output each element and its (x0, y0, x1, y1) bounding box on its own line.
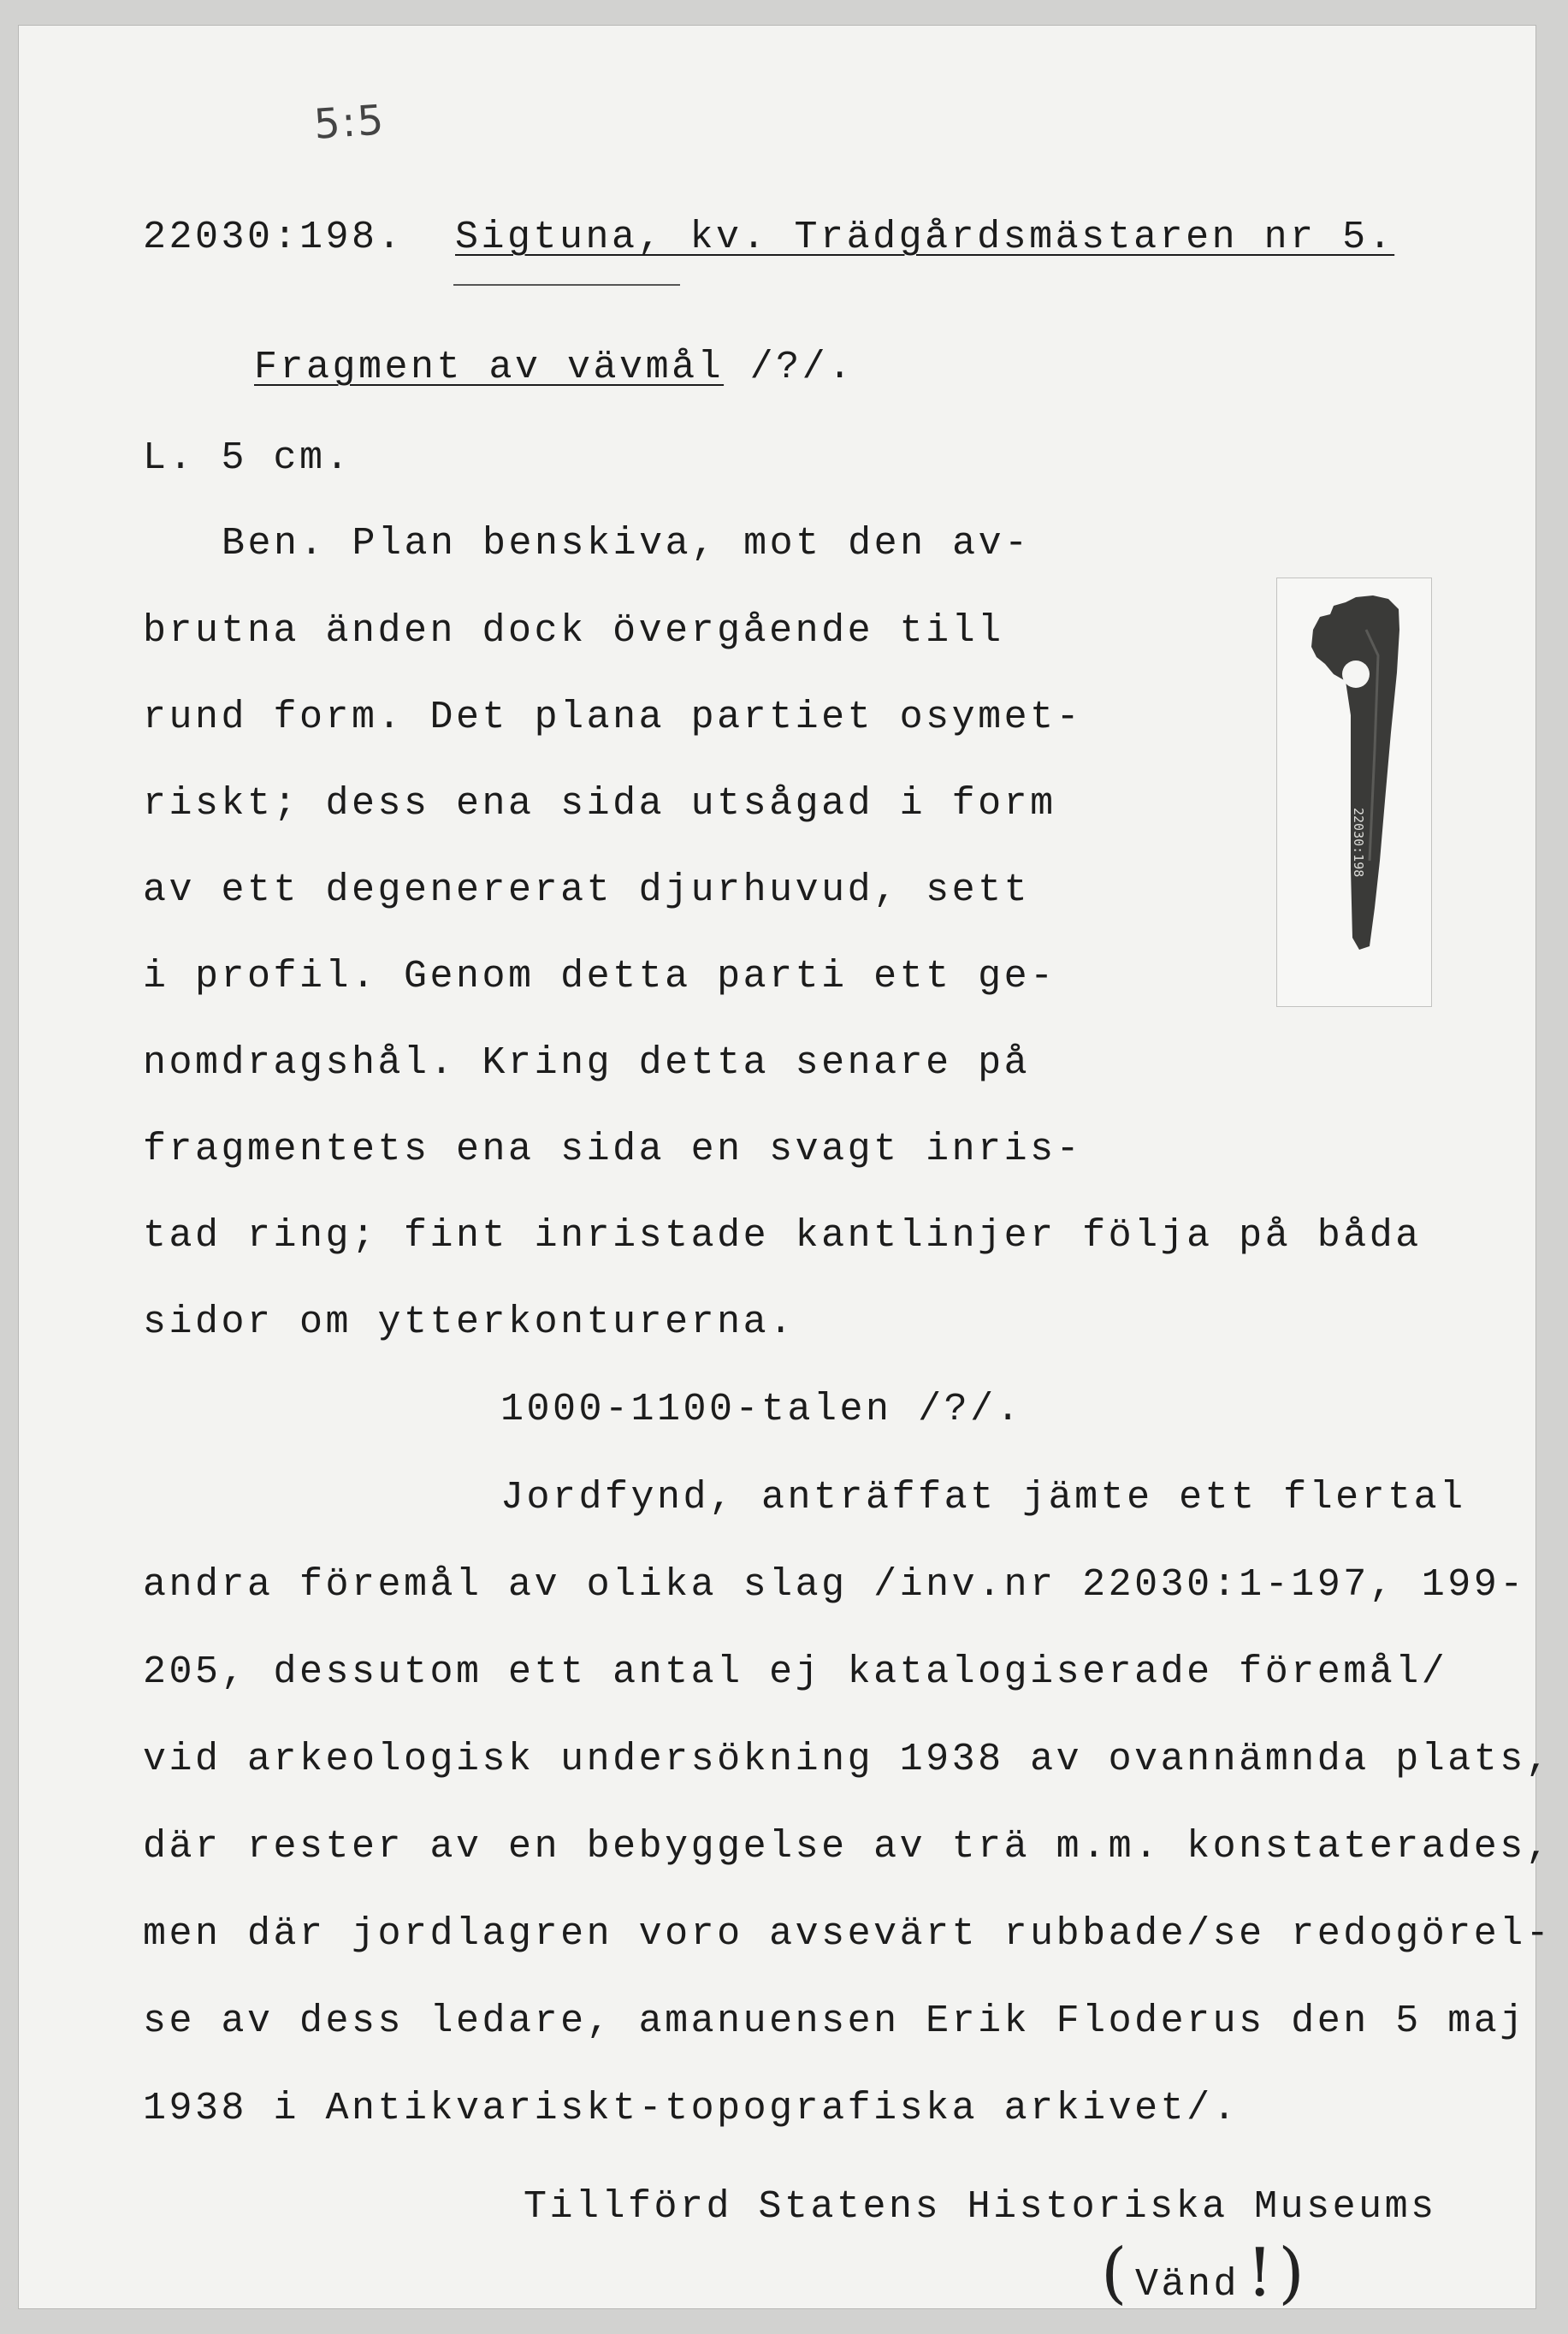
find-line: men där jordlagren voro avsevärt rubbade/se redogörel- (143, 1912, 1553, 1956)
description-line: riskt; dess ena sida utsågad i form (143, 782, 1056, 826)
description-line: tad ring; fint inristade kantlinjer följa på båda (143, 1214, 1422, 1258)
description-line: fragmentets ena sida en svagt inris- (143, 1128, 1083, 1171)
find-line: vid arkeologisk undersökning 1938 av ovannämnda plats, (143, 1738, 1553, 1781)
object-length: L. 5 cm. (143, 436, 352, 480)
find-line: där rester av en bebyggelse av trä m.m. konstaterades, (143, 1825, 1553, 1869)
find-line: andra föremål av olika slag /inv.nr 22030:1-197, 199- (143, 1563, 1526, 1607)
turn-note-open-paren: ( (1101, 2235, 1127, 2312)
description-line: av ett degenererat djurhuvud, sett (143, 868, 1031, 912)
pencil-underline (453, 284, 680, 286)
dating: 1000-1100-talen /?/. (500, 1388, 1023, 1431)
find-line: 205, dessutom ett antal ej katalogiserade föremål/ (143, 1650, 1448, 1694)
turn-note-close: !) (1246, 2235, 1310, 2312)
turn-note-word: Vänd (1135, 2263, 1240, 2307)
catalogue-card (19, 26, 1553, 2312)
description-line: rund form. Det plana partiet osymet- (143, 696, 1083, 739)
artifact-photo (1276, 578, 1432, 1007)
description-line: i profil. Genom detta parti ett ge- (143, 955, 1056, 998)
bone-fragment-image (1277, 578, 1431, 1006)
object-title-row (254, 348, 855, 387)
find-line: se av dess ledare, amanuensen Erik Floderus den 5 maj (143, 1999, 1526, 2043)
find-line: 1938 i Antikvariskt-topografiska arkivet/. (143, 2087, 1240, 2130)
site-name: Sigtuna, kv. Trädgårdsmästaren nr 5. (455, 216, 1395, 259)
acquisition-note: Tillförd Statens Historiska Museums (524, 2185, 1437, 2229)
pencil-annotation: 5:5 (312, 96, 388, 149)
find-line: Jordfynd, anträffat jämte ett flertal (500, 1476, 1466, 1519)
inventory-number: 22030:198. (143, 216, 405, 259)
turn-note (1101, 2235, 1358, 2334)
object-title: Fragment av vävmål (254, 346, 725, 389)
fragment-label: 22030:198 (1351, 808, 1366, 878)
description-line: brutna änden dock övergående till (143, 609, 1004, 653)
description-line: sidor om ytterkonturerna. (143, 1300, 796, 1344)
bone-fragment-shape (1311, 595, 1399, 950)
object-title-suffix: /?/. (724, 346, 855, 389)
perforation-hole (1342, 661, 1370, 688)
description-line: nomdragshål. Kring detta senare på (143, 1041, 1031, 1085)
description-line: Ben. Plan benskiva, mot den av- (222, 522, 1031, 566)
